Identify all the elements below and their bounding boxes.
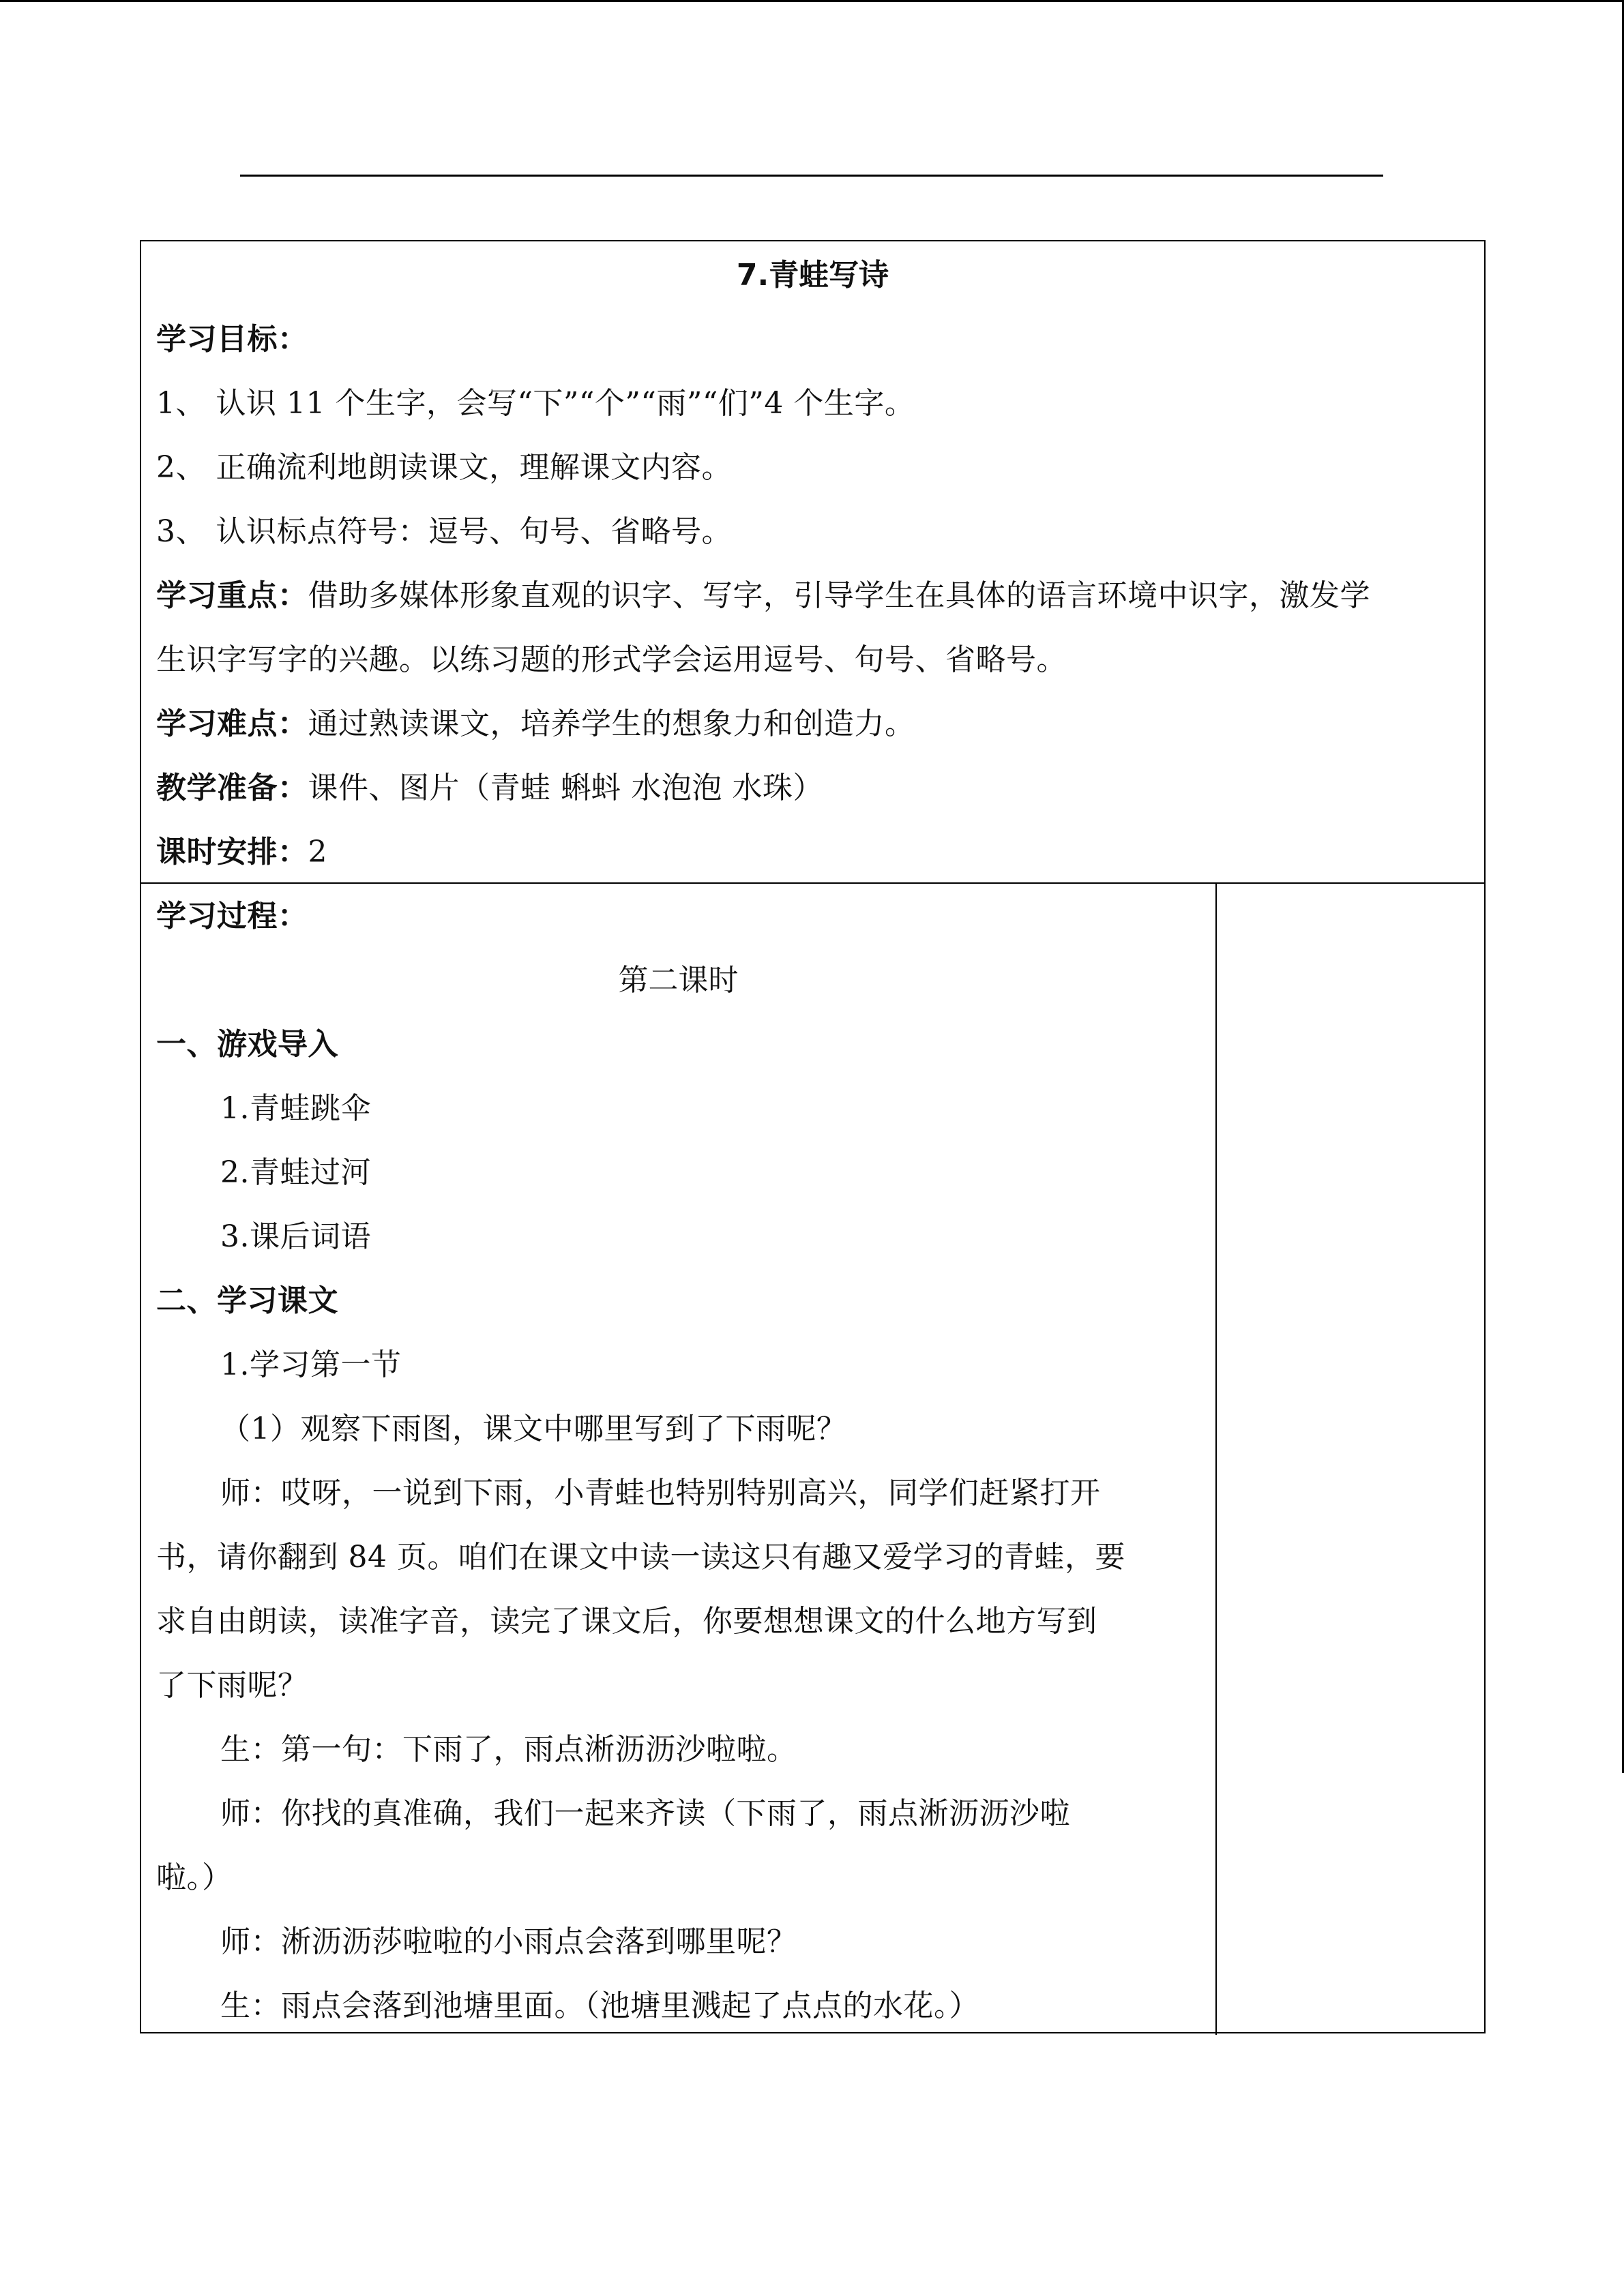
objective-item: 3、 认识标点符号：逗号、句号、省略号。: [156, 514, 732, 549]
section-item: 2.青蛙过河: [220, 1155, 371, 1190]
paragraph-line: 啦。）: [156, 1860, 233, 1895]
key-points-text-cont: 生识字写字的兴趣。以练习题的形式学会运用逗号、句号、省略号。: [156, 642, 1067, 677]
header-rule: [240, 175, 1383, 177]
table-divider-horizontal: [141, 882, 1484, 884]
preparation-row: [156, 769, 823, 807]
page-top-border: [0, 0, 1624, 2]
paragraph-line: 生：第一句：下雨了，雨点淅沥沥沙啦啦。: [220, 1732, 797, 1767]
section-item: 3.课后词语: [220, 1219, 371, 1254]
table-divider-vertical: [1215, 882, 1217, 2035]
paragraph-line: 书，请你翻到 84 页。咱们在课文中读一读这只有趣又爱学习的青蛙，要: [156, 1540, 1125, 1575]
preparation-label: 教学准备：: [156, 771, 308, 805]
difficulties-row: [156, 705, 915, 743]
process-label: 学习过程：: [156, 899, 308, 934]
key-points-label: 学习重点：: [156, 578, 308, 613]
paragraph-line: 生：雨点会落到池塘里面。（池塘里溅起了点点的水花。）: [220, 1988, 979, 2023]
question-text: （1）观察下雨图，课文中哪里写到了下雨呢？: [220, 1412, 847, 1446]
paragraph-line: 求自由朗读，读准字音，读完了课文后，你要想想课文的什么地方写到: [156, 1604, 1097, 1639]
section-heading: 一、游戏导入: [156, 1027, 338, 1062]
schedule-label: 课时安排：: [156, 835, 308, 869]
key-points-text: 借助多媒体形象直观的识字、写字，引导学生在具体的语言环境中识字，激发学: [308, 578, 1370, 613]
schedule-row: [156, 833, 327, 871]
paragraph-line: 师：淅沥沥莎啦啦的小雨点会落到哪里呢？: [220, 1924, 797, 1959]
section-heading: 二、学习课文: [156, 1283, 338, 1318]
lesson-plan-table: [140, 240, 1486, 2033]
paragraph-line: 师：哎呀，一说到下雨，小青蛙也特别特别高兴，同学们赶紧打开: [220, 1476, 1101, 1510]
difficulties-text: 通过熟读课文，培养学生的想象力和创造力。: [308, 706, 915, 741]
paragraph-line: 师：你找的真准确，我们一起来齐读（下雨了，雨点淅沥沥沙啦: [220, 1796, 1070, 1831]
lesson-period: 第二课时: [618, 963, 739, 998]
schedule-text: 2: [308, 835, 327, 869]
section-item: 1.青蛙跳伞: [220, 1091, 371, 1126]
objective-item: 2、 正确流利地朗读课文，理解课文内容。: [156, 450, 732, 485]
lesson-title: 7.青蛙写诗: [736, 258, 889, 293]
subsection-title: 1.学习第一节: [220, 1347, 402, 1382]
key-points-row: [156, 577, 1370, 615]
paragraph-line: 了下雨呢？: [156, 1668, 308, 1703]
objective-item: 1、 认识 11 个生字，会写“下”“个”“雨”“们”4 个生字。: [156, 386, 915, 421]
difficulties-label: 学习难点：: [156, 706, 308, 741]
preparation-text: 课件、图片（青蛙 蝌蚪 水泡泡 水珠）: [308, 771, 823, 805]
objectives-label: 学习目标：: [156, 322, 308, 357]
